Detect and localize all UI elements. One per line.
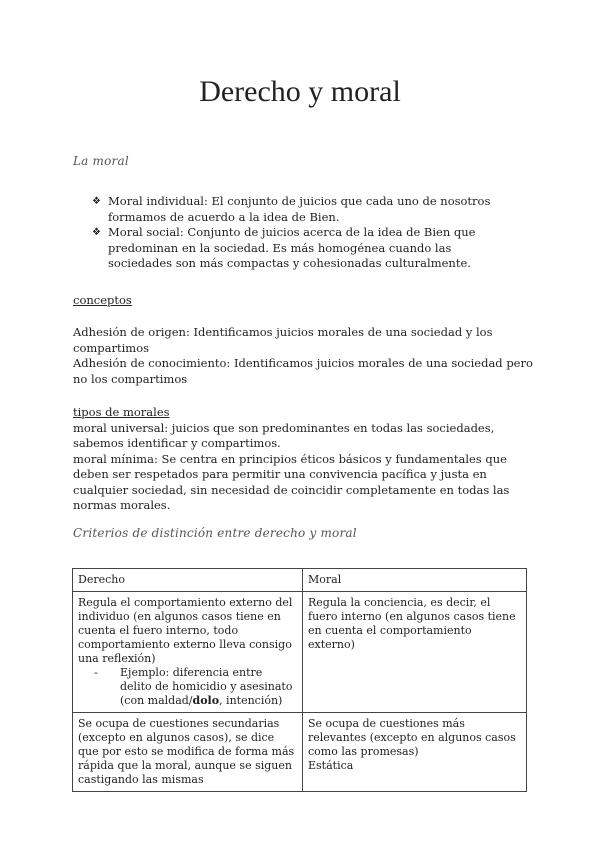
conceptos-heading: conceptos xyxy=(73,293,132,307)
table-cell-derecho xyxy=(73,592,303,713)
section-heading-la-moral: La moral xyxy=(73,154,129,168)
table-header-row xyxy=(73,569,527,592)
cell-text: Se ocupa de cuestiones más relevantes (excepto en algunos casos como las promesas) xyxy=(308,717,516,758)
bullet-text: Moral individual: El conjunto de juicios que cada uno de nosotros formamos de acuerdo a la idea de Bien. xyxy=(108,194,491,224)
document-title: Derecho y moral xyxy=(199,75,401,108)
adhesion-origen-text: Adhesión de origen: Identificamos juicios morales de una sociedad y los compartimos xyxy=(73,325,493,355)
example-text-end: , intención) xyxy=(219,694,283,707)
example-bold-word: dolo xyxy=(192,694,220,707)
tipos-heading: tipos de morales xyxy=(73,405,170,419)
bullet-text: Moral social: Conjunto de juicios acerca de la idea de Bien que predominan en la sociedad. Es más homogénea cuando las sociedades son más compactas y cohesionadas culturalmente. xyxy=(108,225,476,270)
cell-text-extra: Estática xyxy=(308,759,354,772)
tipos-section xyxy=(73,405,533,514)
table-header-derecho: Derecho xyxy=(73,569,303,592)
bullet-item xyxy=(92,225,512,272)
table-row xyxy=(73,592,527,713)
example-text xyxy=(120,666,297,708)
example-text-start: Ejemplo: diferencia entre delito de homicidio y asesinato (con maldad/ xyxy=(120,666,293,707)
adhesion-conocimiento-text: Adhesión de conocimiento: Identificamos juicios morales de una sociedad pero no los compartimos xyxy=(73,356,533,386)
table-cell-moral xyxy=(303,713,527,792)
dash-bullet: - xyxy=(94,666,98,679)
diamond-bullet-icon: ❖ xyxy=(92,227,101,238)
example-sub-item xyxy=(94,666,297,708)
table-header-moral: Moral xyxy=(303,569,527,592)
table-cell-derecho: Se ocupa de cuestiones secundarias (excepto en algunos casos), se dice que por esto se modifica de forma más rápida que la moral, aunque se siguen castigando las mismas xyxy=(73,713,303,792)
cell-text: Regula el comportamiento externo del individuo (en algunos casos tiene en cuenta el fuero interno, todo comportamiento externo lleva consigo una reflexión) xyxy=(78,596,293,665)
moral-minima-text: moral mínima: Se centra en principios éticos básicos y fundamentales que deben ser respetados para permitir una convivencia pacífica y justa en cualquier sociedad, sin necesidad de coincidir completamente en todas las normas morales. xyxy=(73,451,510,512)
moral-universal-text: moral universal: juicios que son predominantes en todas las sociedades, sabemos identificar y compartimos. xyxy=(73,420,495,450)
diamond-bullet-icon: ❖ xyxy=(92,196,101,207)
table-row xyxy=(73,713,527,792)
table-cell-moral: Regula la conciencia, es decir, el fuero interno (en algunos casos tiene en cuenta el comportamiento externo) xyxy=(303,592,527,713)
section-heading-criterios: Criterios de distinción entre derecho y moral xyxy=(73,526,357,540)
moral-bullet-list xyxy=(92,194,512,272)
criterios-table xyxy=(72,568,527,792)
bullet-item xyxy=(92,194,512,225)
